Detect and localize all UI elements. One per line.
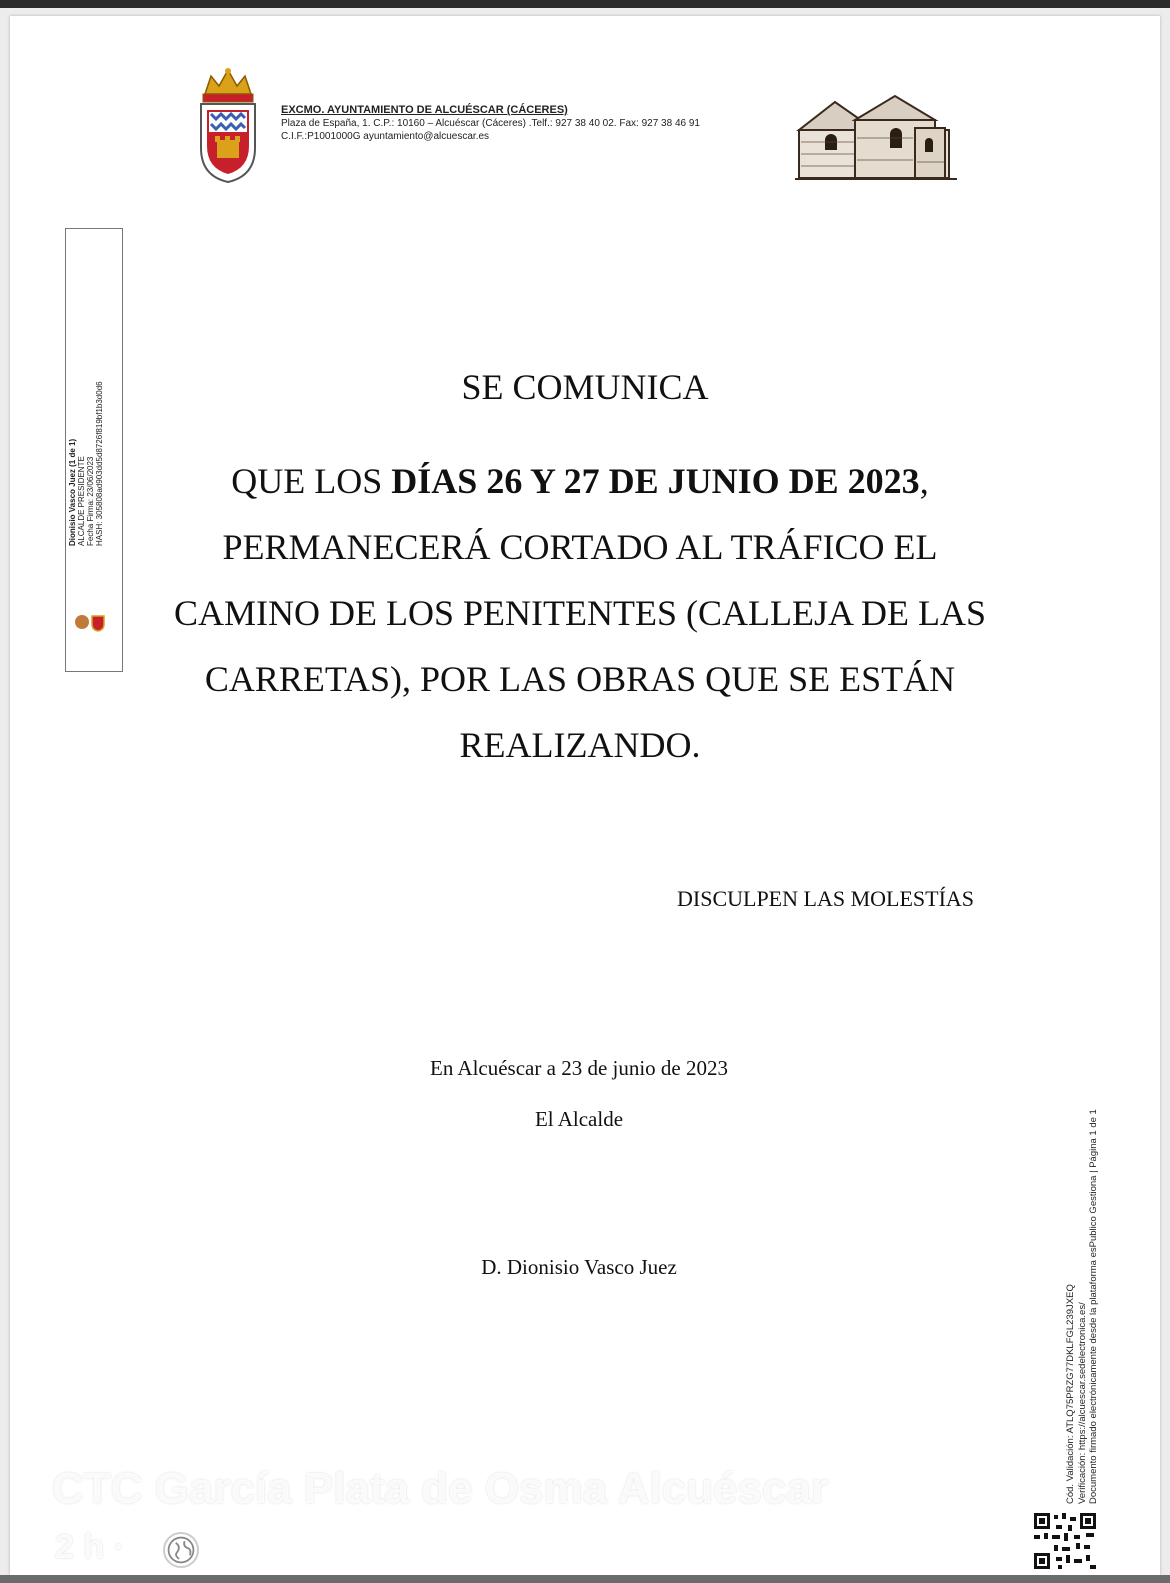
cif-line: C.I.F.:P1001000G ayuntamiento@alcuescar.es (281, 131, 490, 142)
bottom-bar (0, 1575, 1170, 1583)
post-time: 2 h · (55, 1528, 125, 1566)
stamp-hash: HASH: 305808ad903dd5d8726f819bf1b3d0d6 (95, 381, 104, 546)
church-icon (795, 90, 957, 182)
platform-note: Documento firmado electrónicamente desde la plataforma esPublico Gestiona | Página 1 de 1 (1088, 1109, 1099, 1504)
apology-line: DISCULPEN LAS MOLESTÍAS (677, 886, 975, 911)
stamp-role: ALCALDE PRESIDENTE (77, 456, 86, 546)
notice-heading: SE COMUNICA (461, 367, 709, 407)
notice-intro: QUE LOS (231, 461, 383, 501)
coat-of-arms-icon (193, 66, 263, 186)
mini-seal-icon (72, 612, 108, 632)
verification-info (1065, 1024, 1100, 1504)
verification-url: Verificación: https://alcuescar.sedelectronica.es/ (1076, 1302, 1088, 1504)
place-date: En Alcuéscar a 23 de junio de 2023 (430, 1056, 728, 1080)
document-page (10, 16, 1160, 1575)
notice-text: , PERMANECERÁ CORTADO AL TRÁFICO EL CAMINO DE LOS PENITENTES (CALLEJA DE LAS CARRETAS), POR LAS OBRAS QUE SE ESTÁN REALIZANDO. (174, 461, 986, 765)
letterhead (281, 104, 700, 143)
top-bar (0, 0, 1170, 8)
globe-icon (163, 1532, 199, 1568)
notice-dates: DÍAS 26 Y 27 DE JUNIO DE 2023 (391, 461, 920, 501)
address-line: Plaza de España, 1. C.P.: 10160 – Alcuéscar (Cáceres) .Telf.: 927 38 40 02. Fax: 927 38 46 91 (281, 118, 700, 129)
signature-stamp (68, 146, 104, 546)
signer-role: El Alcalde (534, 1107, 624, 1131)
stamp-signer: Dionisio Vasco Juez (1 de 1) (68, 438, 77, 546)
validation-code: Cód. Validación: ATLQ75PRZG77DKLFGL239JXEQ (1065, 1284, 1076, 1504)
signer-name: D. Dionisio Vasco Juez (481, 1255, 677, 1279)
organization-name: EXCMO. AYUNTAMIENTO DE ALCUÉSCAR (CÁCERES) (281, 104, 568, 116)
notice-body (170, 448, 990, 778)
poster-name: CTC García Plata de Osma Alcuéscar (52, 1464, 829, 1513)
qr-code-icon (1032, 1511, 1098, 1571)
stamp-date: Fecha Firma: 23/06/2023 (86, 456, 95, 546)
